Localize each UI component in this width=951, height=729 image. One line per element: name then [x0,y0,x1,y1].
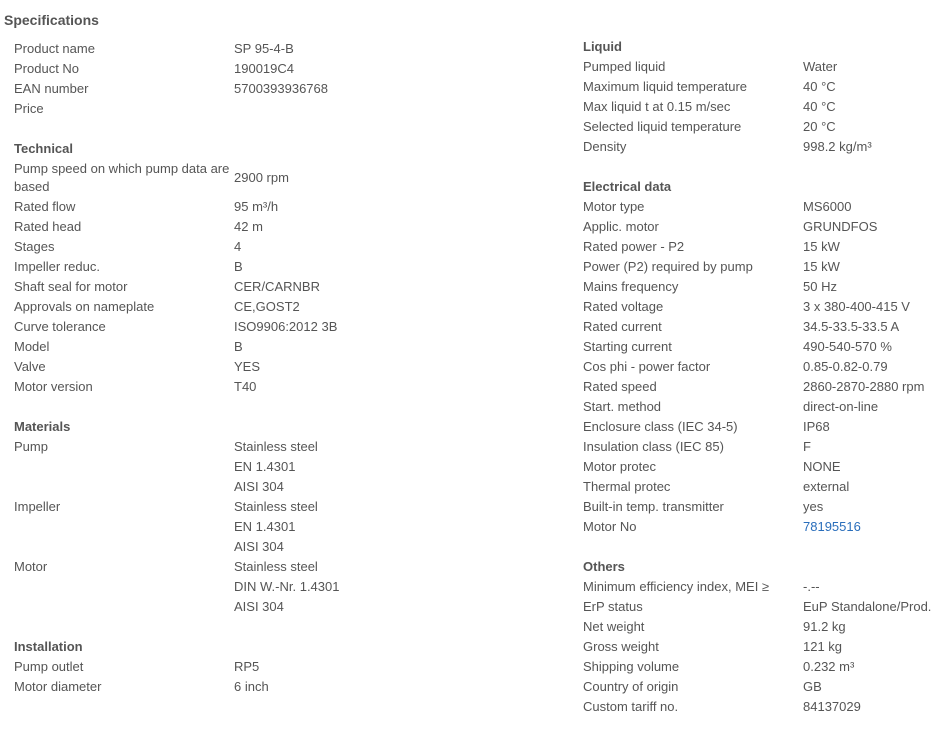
spec-value: 42 m [234,219,263,234]
spec-label: Max liquid t at 0.15 m/sec [583,99,731,114]
spec-value: 0.85-0.82-0.79 [803,359,888,374]
spec-label: Pump outlet [14,659,84,674]
spec-value: RP5 [234,659,260,674]
spec-label: Thermal protec [583,479,671,494]
spec-label: Rated speed [583,379,657,394]
spec-value: Stainless steel [234,439,318,454]
spec-label: Motor version [14,379,93,394]
spec-label: Custom tariff no. [583,699,679,714]
spec-label: Curve tolerance [14,319,106,334]
section-heading-installation: Installation [14,639,83,654]
spec-value: 4 [234,239,242,254]
section-heading-electrical: Electrical data [583,179,672,194]
spec-value: Stainless steel [234,559,318,574]
spec-label: Start. method [583,399,662,414]
spec-value: AISI 304 [234,539,284,554]
spec-value: 3 x 380-400-415 V [803,299,910,314]
spec-label: Cos phi - power factor [583,359,711,374]
spec-value: EN 1.4301 [234,459,296,474]
spec-label: Pump [14,439,48,454]
spec-label: Built-in temp. transmitter [583,499,724,514]
spec-label: Impeller [14,499,61,514]
spec-value: 40 °C [803,79,836,94]
spec-label: Enclosure class (IEC 34-5) [583,419,738,434]
spec-value: 6 inch [234,679,269,694]
spec-label: Pumped liquid [583,59,666,74]
spec-label: EAN number [14,81,89,96]
section-heading-liquid: Liquid [583,39,622,54]
spec-value: DIN W.-Nr. 1.4301 [234,579,340,594]
spec-label: Impeller reduc. [14,259,100,274]
spec-value: 34.5-33.5-33.5 A [803,319,900,334]
spec-value: EuP Standalone/Prod. [803,599,932,614]
spec-value: 2860-2870-2880 rpm [803,379,925,394]
spec-value: 121 kg [803,639,843,654]
spec-value: IP68 [803,419,830,434]
spec-label: Density [583,139,627,154]
spec-value: NONE [803,459,841,474]
spec-value: SP 95-4-B [234,41,294,56]
spec-value: F [803,439,811,454]
spec-value: 50 Hz [803,279,837,294]
spec-label: Rated current [583,319,662,334]
spec-label: Minimum efficiency index, MEI ≥ [583,579,770,594]
spec-label: Rated power - P2 [583,239,685,254]
spec-label: Motor type [583,199,645,214]
spec-label: Insulation class (IEC 85) [583,439,724,454]
spec-label: Applic. motor [583,219,659,234]
spec-label: Rated flow [14,199,76,214]
spec-label: Pump speed on which pump data are based [14,161,230,194]
spec-label: Selected liquid temperature [583,119,742,134]
spec-label: Stages [14,239,55,254]
spec-label: Net weight [583,619,645,634]
spec-value: yes [803,499,824,514]
spec-value: B [234,259,243,274]
spec-value: 0.232 m³ [803,659,855,674]
spec-label: Product name [14,41,95,56]
spec-value: GB [803,679,822,694]
spec-value: Water [803,59,838,74]
spec-value: 190019C4 [234,61,294,76]
spec-value: external [803,479,850,494]
spec-label: Motor protec [583,459,656,474]
spec-value: 2900 rpm [234,170,289,185]
spec-label: Shipping volume [583,659,680,674]
spec-label: ErP status [583,599,643,614]
page-title: Specifications [4,12,99,28]
spec-value: EN 1.4301 [234,519,296,534]
spec-value: 5700393936768 [234,81,328,96]
spec-label: Motor [14,559,48,574]
spec-value: 20 °C [803,119,836,134]
spec-label: Country of origin [583,679,679,694]
spec-label: Gross weight [583,639,659,654]
spec-value: 40 °C [803,99,836,114]
spec-value: 15 kW [803,259,840,274]
spec-value: direct-on-line [803,399,879,414]
spec-label: Price [14,101,44,116]
spec-value: -.-- [803,579,820,594]
spec-value: CE,GOST2 [234,299,300,314]
spec-label: Power (P2) required by pump [583,259,753,274]
section-heading-others: Others [583,559,625,574]
spec-value: AISI 304 [234,599,284,614]
spec-label: Motor diameter [14,679,102,694]
spec-value: 998.2 kg/m³ [803,139,872,154]
spec-label: Rated head [14,219,82,234]
spec-value: 91.2 kg [803,619,846,634]
spec-value: YES [234,359,261,374]
spec-value: GRUNDFOS [803,219,878,234]
spec-value: 84137029 [803,699,861,714]
spec-label: Model [14,339,50,354]
spec-value: T40 [234,379,257,394]
spec-value: 490-540-570 % [803,339,892,354]
spec-value: Stainless steel [234,499,318,514]
spec-label: Maximum liquid temperature [583,79,748,94]
spec-label: Starting current [583,339,672,354]
spec-value: MS6000 [803,199,852,214]
spec-label: Rated voltage [583,299,664,314]
spec-label: Approvals on nameplate [14,299,155,314]
spec-label: Valve [14,359,46,374]
section-heading-technical: Technical [14,141,74,156]
spec-label: Product No [14,61,80,76]
spec-value: AISI 304 [234,479,284,494]
spec-label: Mains frequency [583,279,679,294]
spec-label: Motor No [583,519,637,534]
spec-value: B [234,339,243,354]
spec-value: 15 kW [803,239,840,254]
section-heading-materials: Materials [14,419,71,434]
spec-value: CER/CARNBR [234,279,320,294]
motor-no-link[interactable]: 78195516 [803,519,861,534]
spec-value: 95 m³/h [234,199,279,214]
spec-label: Shaft seal for motor [14,279,128,294]
spec-value: ISO9906:2012 3B [234,319,338,334]
